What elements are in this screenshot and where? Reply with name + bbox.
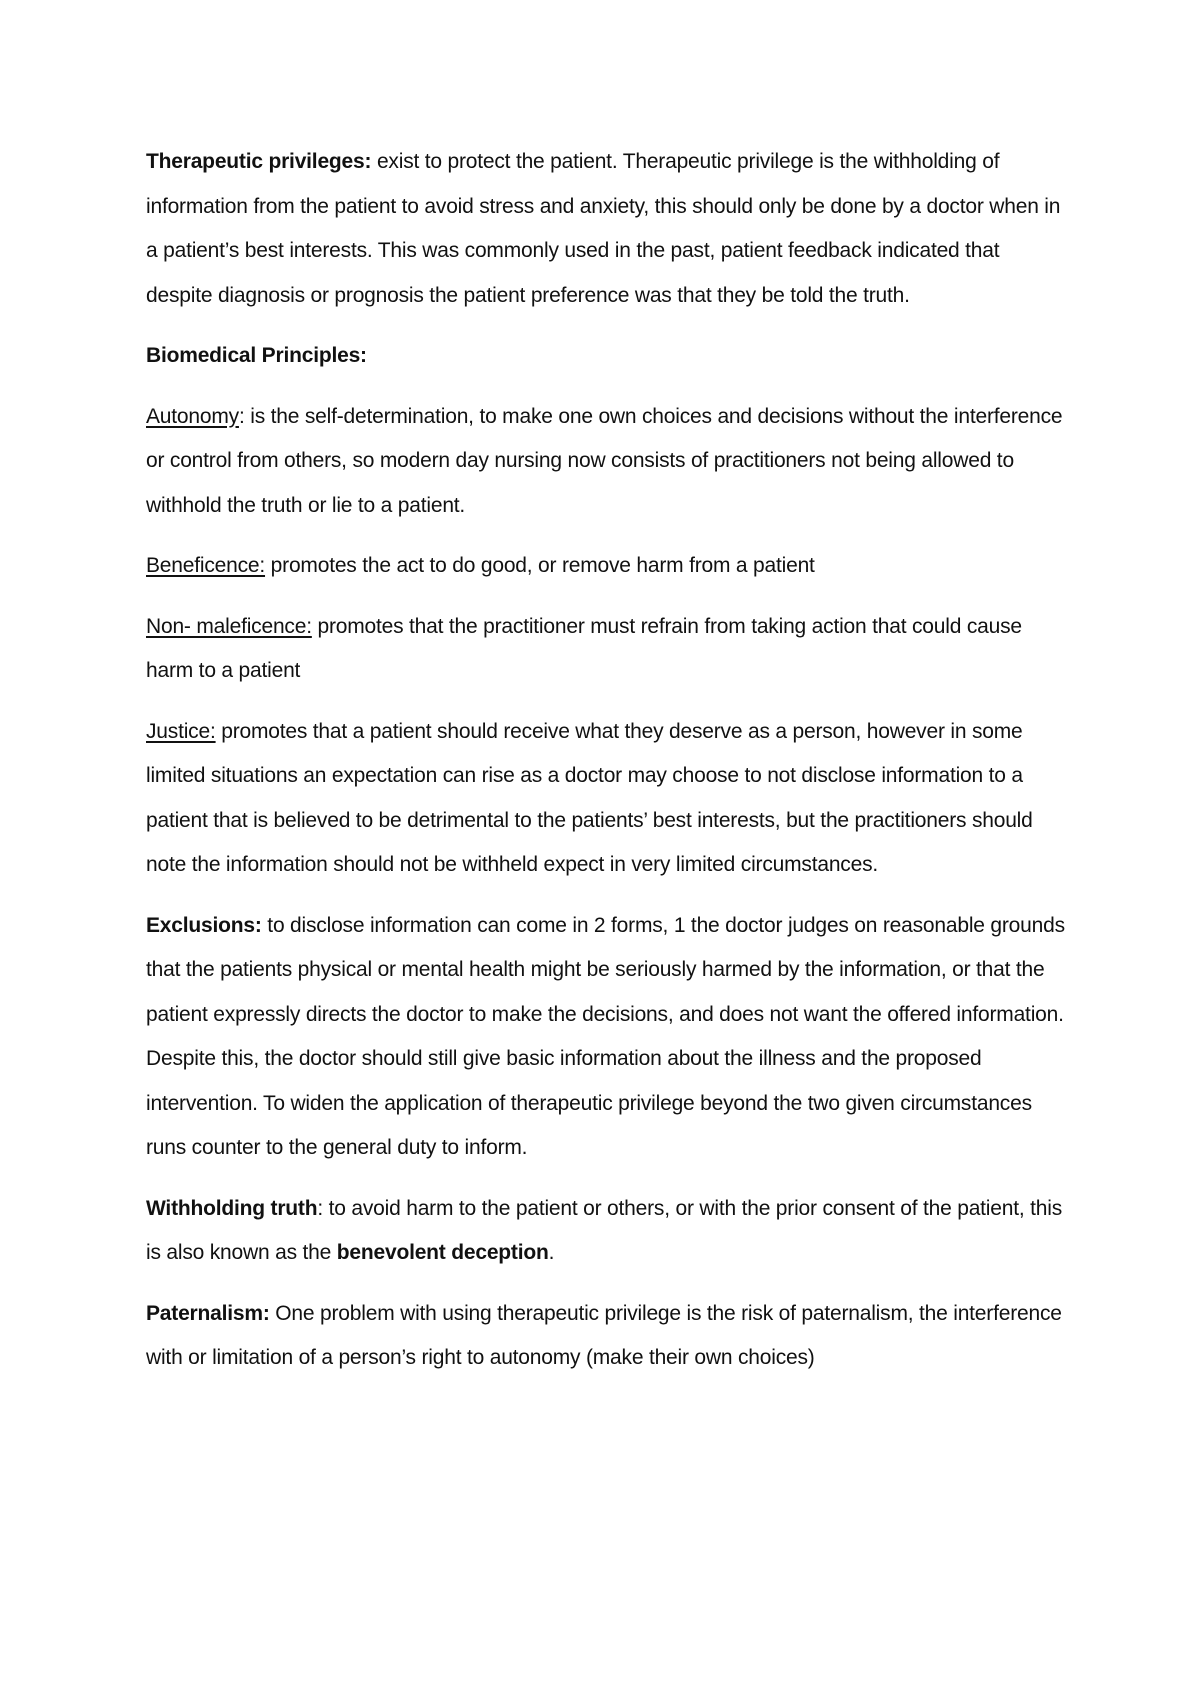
paragraph-paternalism <box>146 1292 1066 1381</box>
term-non-maleficence: Non- maleficence: <box>146 614 312 638</box>
definition-non-maleficence: promotes that the practitioner must refrain from taking action that could cause harm to a patient <box>146 614 1022 682</box>
paragraph-autonomy <box>146 395 1066 529</box>
paragraph-justice <box>146 710 1066 888</box>
term-beneficence: Beneficence: <box>146 554 266 577</box>
paragraph-withholding-truth <box>146 1187 1066 1276</box>
term-justice: Justice: <box>146 719 216 743</box>
term-paternalism: Paternalism: <box>146 1301 270 1325</box>
heading-biomedical-principles: Biomedical Principles: <box>146 344 367 367</box>
definition-withholding-truth: : to avoid harm to the patient or others, or with the prior consent of the patient, this is also known as the <box>146 1196 1063 1264</box>
definition-autonomy: is the self-determination, to make one own choices and decisions without the interference or control from others, so modern day nursing now consists of practitioners not being allowed to withhold the truth or lie to a patient. <box>146 404 1063 517</box>
term-withholding-truth: Withholding truth <box>146 1196 318 1220</box>
definition-exclusions: to disclose information can come in 2 forms, 1 the doctor judges on reasonable grounds that the patients physical or mental health might be seriously harmed by the information, or that the patient expressly directs the doctor to make the decisions, and does not want the offered information. Despite this, the doctor should still give basic information about the illness and the proposed intervention. To widen the application of therapeutic privilege beyond the two given circumstances runs counter to the general duty to inform. <box>146 913 1065 1159</box>
term-autonomy: Autonomy <box>146 404 239 428</box>
term-therapeutic-privileges: Therapeutic privileges: <box>146 150 372 173</box>
term-benevolent-deception: benevolent deception <box>336 1241 549 1264</box>
definition-justice: promotes that a patient should receive what they deserve as a person, however in some limited situations an expectation can rise as a doctor may choose to not disclose information to a patient that is believed to be detrimental to the patients’ best interests, but the practitioners should note the information should not be withheld expect in very limited circumstances. <box>146 719 1033 876</box>
definition-therapeutic-privileges: exist to protect the patient. Therapeutic privilege is the withholding of information from the patient to avoid stress and anxiety, this should only be done by a doctor when in a patient’s best interests. This was commonly used in the past, patient feedback indicated that despite diagnosis or prognosis the patient preference was that they be told the truth. <box>146 150 1061 307</box>
definition-paternalism: One problem with using therapeutic privilege is the risk of paternalism, the interference with or limitation of a person’s right to autonomy (make their own choices) <box>146 1301 1062 1369</box>
term-exclusions: Exclusions: <box>146 913 262 937</box>
definition-beneficence: promotes the act to do good, or remove harm from a patient <box>265 554 815 577</box>
paragraph-beneficence <box>146 544 1066 589</box>
document-body <box>146 140 1066 1397</box>
term-autonomy-colon: : <box>238 404 245 428</box>
paragraph-exclusions <box>146 904 1066 1171</box>
definition-withholding-truth-end: . <box>548 1241 555 1264</box>
paragraph-therapeutic-privileges <box>146 140 1066 318</box>
paragraph-non-maleficence <box>146 605 1066 694</box>
